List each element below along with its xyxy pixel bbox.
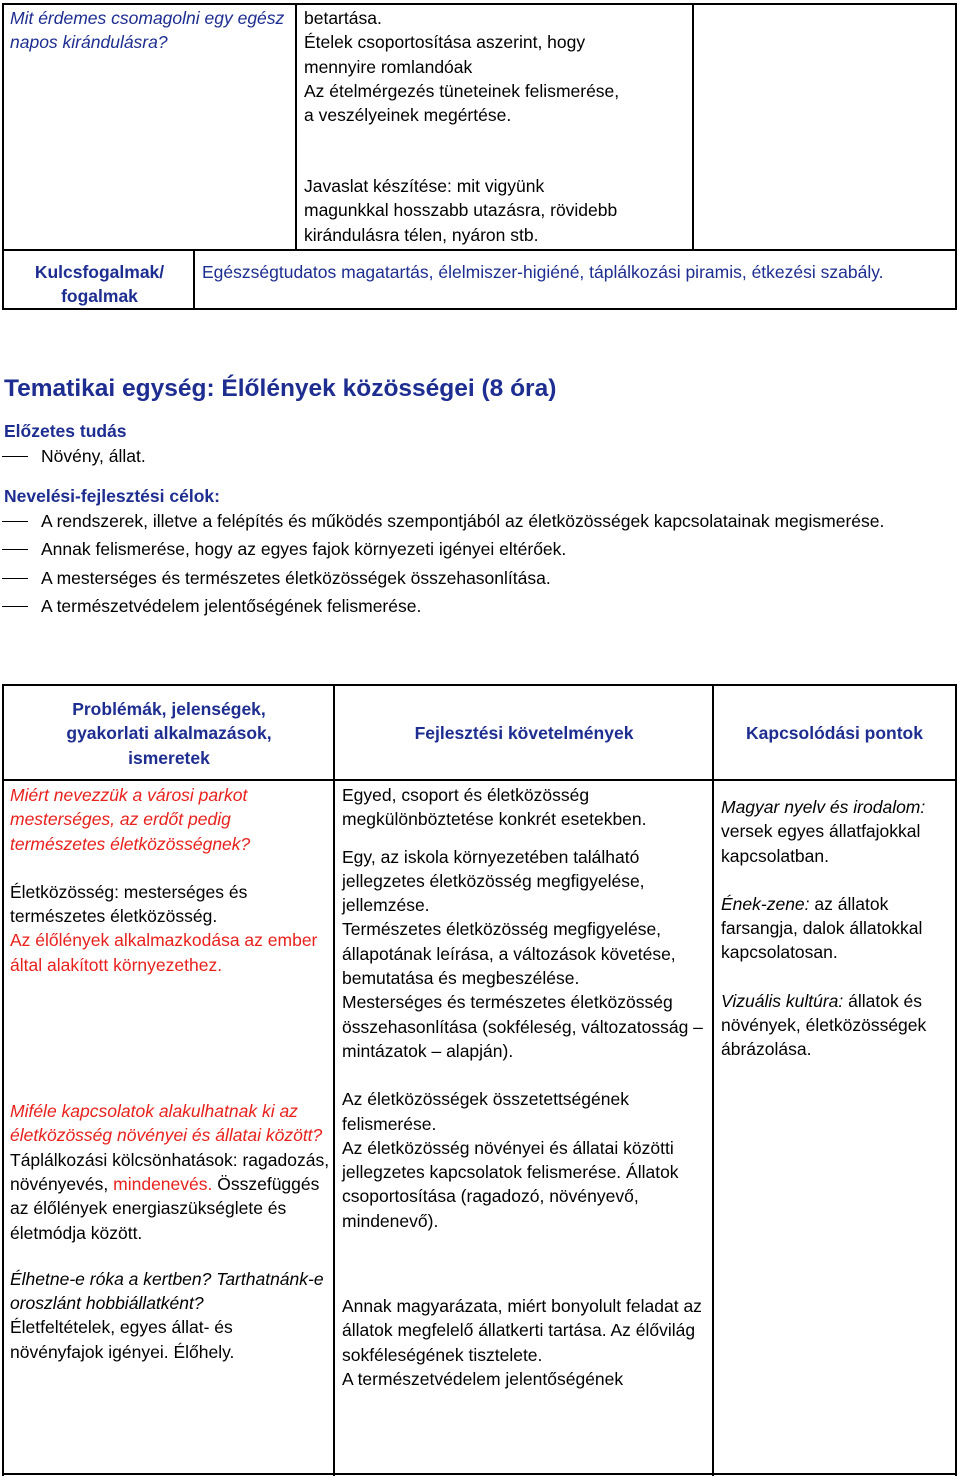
content-line: Az ételmérgezés tüneteinek felismerése, [304, 80, 620, 101]
section-title: Tematikai egység: Élőlények közösségei (8 óra) [4, 375, 557, 402]
col2-cell [342, 783, 710, 1391]
requirement-text: Egy, az iskola környezetében található jellegzetes életközösség megfigyelése, jellemzése. [342, 846, 645, 916]
problem-question: Miért nevezzük a városi parkot mesterséges, az erdőt pedig természetes életközösségnek? [10, 785, 251, 854]
topic-text-part: Táplálkozási kölcsönhatások: ragadozás, növényevés, [10, 1149, 330, 1194]
list-item: Annak felismerése, hogy az egyes fajok környezeti igényei eltérőek. [2, 537, 942, 561]
top-row1-suggestion [304, 174, 694, 247]
topic-text-part: Összefüggés az élőlények energiaszükséglete és életmódja között. [10, 1173, 320, 1243]
requirement-text: A természetvédelem jelentőségének [342, 1368, 624, 1389]
connection-subject: Vizuális kultúra: [721, 990, 844, 1011]
content-line: a veszélyeinek megértése. [304, 105, 512, 126]
list-item: A mesterséges és természetes életközösségek összehasonlítása. [2, 566, 942, 590]
requirement-text: Az életközösség növényei és állatai közötti jellegzetes kapcsolatok felismerése. Állatok csoportosítása (ragadozó, növényevő, mindenevő). [342, 1137, 679, 1231]
goals-heading: Nevelési-fejlesztési célok: [4, 486, 220, 506]
content-line: Ételek csoportosítása aszerint, hogy [304, 32, 586, 53]
suggestion-line: magunkkal hosszabb utazásra, rövidebb [304, 200, 618, 221]
topic-text: Életközösség: mesterséges és természetes életközösség. [10, 881, 248, 927]
topic-text: Életfeltételek, egyes állat- és növényfajok igényei. Élőhely. [10, 1317, 235, 1362]
problem-question: Miféle kapcsolatok alakulhatnak ki az életközösség növényei és állatai között? [10, 1101, 323, 1146]
header-col1: Problémák, jelenségek, gyakorlati alkalmazások, ismeretek [66, 699, 272, 768]
requirement-text: Természetes életközösség megfigyelése, állapotának leírása, a változások követése, bemutatása és megbeszélése. [342, 919, 676, 989]
suggestion-line: kirándulásra télen, nyáron stb. [304, 224, 539, 245]
header-col3: Kapcsolódási pontok [746, 723, 923, 743]
header-col2: Fejlesztési követelmények [414, 723, 634, 743]
problem-question: Élhetne-e róka a kertben? Tarthatnánk-e oroszlánt hobbiállatként? [10, 1268, 324, 1314]
top-row1-content [304, 6, 694, 127]
list-item: Növény, állat. [2, 444, 942, 468]
goals-list [2, 509, 942, 618]
connection-subject: Magyar nyelv és irodalom: [721, 797, 926, 817]
requirement-text: Az életközösségek összetettségének felismerése. [342, 1089, 629, 1134]
topic-text [10, 1148, 330, 1245]
connection-detail: versek egyes állatfajokkal kapcsolatban. [721, 821, 921, 866]
top-row1-question: Mit érdemes csomagolni egy egész napos kirándulásra? [10, 8, 285, 53]
list-item: A természetvédelem jelentőségének felismerése. [2, 594, 942, 618]
topic-text-red: mindenevés. [113, 1173, 213, 1194]
topic-text-red: Az élőlények alkalmazkodása az ember által alakított környezethez. [10, 930, 318, 975]
connection-text [721, 892, 951, 965]
keywords-text: Egészségtudatos magatartás, élelmiszer-higiéné, táplálkozási piramis, étkezési szabály. [202, 262, 884, 282]
requirement-text: Annak magyarázata, miért bonyolult feladat az állatok megfelelő állatkerti tartása. Az élővilág sokféleségének tisztelete. [342, 1296, 702, 1365]
col3-cell [721, 795, 951, 1062]
requirement-text: Mesterséges és természetes életközösség összehasonlítása (sokféleség, változatosság – mintázatok – alapján). [342, 992, 703, 1061]
requirement-text: Egyed, csoport és életközösség megkülönböztetése konkrét esetekben. [342, 785, 647, 830]
connection-text [721, 989, 951, 1062]
connection-subject: Ének-zene: [721, 893, 810, 914]
content-line: betartása. [304, 8, 382, 28]
connection-text [721, 795, 951, 868]
content-line: mennyire romlandóak [304, 56, 473, 77]
connection-detail: állatok és növények, életközösségek ábrázolása. [721, 990, 927, 1060]
prior-knowledge-list [2, 444, 942, 468]
connection-detail: az állatok farsangja, dalok állatokkal kapcsolatosan. [721, 893, 923, 963]
suggestion-line: Javaslat készítése: mit vigyünk [304, 176, 545, 196]
col1-cell [10, 783, 330, 1364]
keywords-label: Kulcsfogalmak/ fogalmak [34, 262, 165, 307]
list-item: A rendszerek, illetve a felépítés és működés szempontjából az életközösségek kapcsolatainak megismerése. [2, 509, 942, 533]
prior-knowledge-heading: Előzetes tudás [4, 421, 127, 441]
